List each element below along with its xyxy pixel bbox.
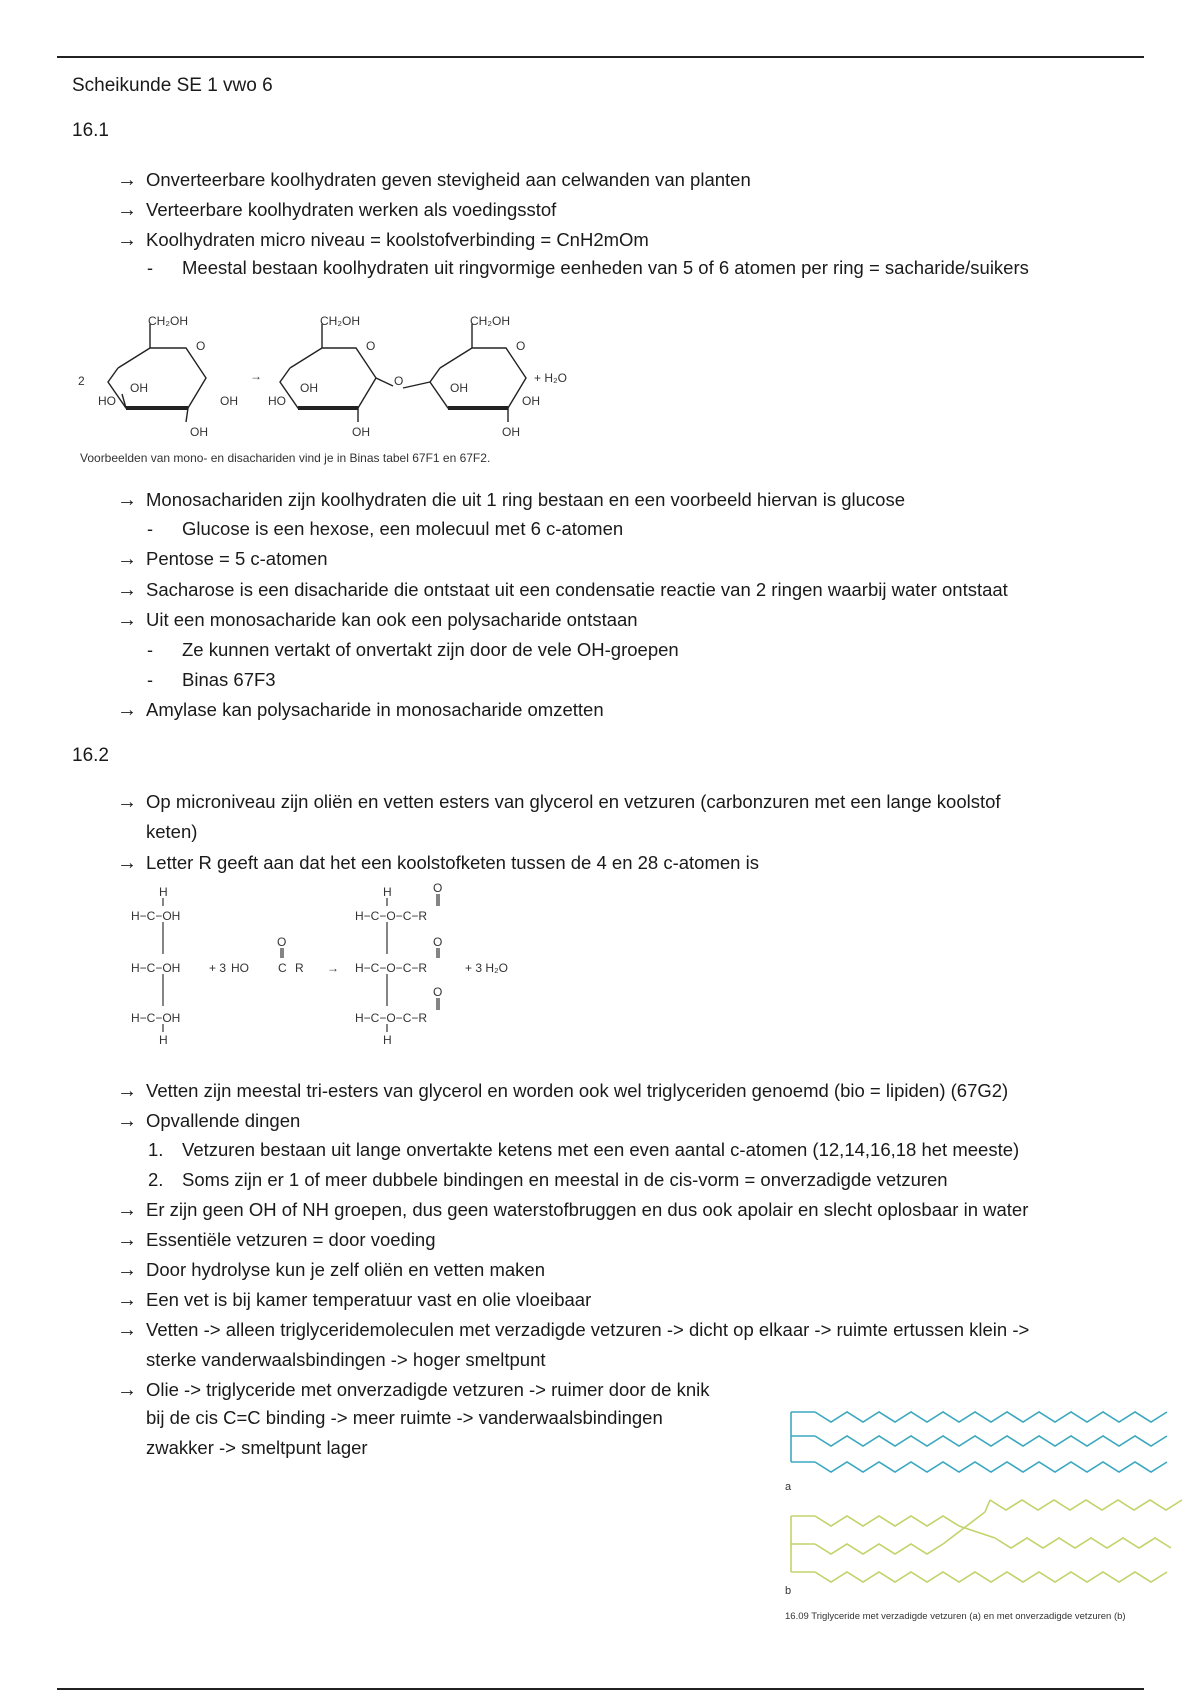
ho-label: HO <box>268 394 286 408</box>
reaction-arrow: → <box>327 961 339 975</box>
bullet-item: Koolhydraten micro niveau = koolstofverbinding = CnH2mOm <box>146 229 649 250</box>
arrow-icon: → <box>117 199 137 221</box>
ho-label: HO <box>231 961 249 975</box>
glycerol-row: H−C−OH <box>131 909 181 923</box>
bullet-item: Monosachariden zijn koolhydraten die uit 1 ring bestaan en een voorbeeld hiervan is glucose <box>146 489 905 510</box>
triglyceride-figure <box>785 1400 1185 1630</box>
reaction-arrow: → <box>250 369 262 383</box>
glycerol-ester-figure <box>125 882 545 1062</box>
arrow-icon: → <box>117 699 137 721</box>
dash-marker: - <box>147 670 153 690</box>
sub-item: Meestal bestaan koolhydraten uit ringvormige eenheden van 5 of 6 atomen per ring = sacharide/suikers <box>182 257 1029 278</box>
oh-label: OH <box>450 381 468 395</box>
saturated-fatty-acid-chain <box>815 1462 1167 1472</box>
bullet-item: Opvallende dingen <box>146 1110 301 1131</box>
glycerol-row: H−C−OH <box>131 1011 181 1025</box>
ch2oh-label: CH₂OH <box>470 314 510 328</box>
bullet-item: Door hydrolyse kun je zelf oliën en vetten maken <box>146 1259 545 1280</box>
arrow-icon: → <box>117 169 137 191</box>
h-label: H <box>383 1033 392 1047</box>
ester-row: H−C−O−C−R <box>355 961 428 975</box>
o-label: O <box>433 935 443 949</box>
bullet-item: Vetten -> alleen triglyceridemoleculen met verzadigde vetzuren -> dicht op elkaar -> ruimte ertussen klein -> <box>146 1319 1030 1340</box>
section-heading-16-1: 16.1 <box>72 120 109 141</box>
arrow-icon: → <box>117 1289 137 1311</box>
ester-row: H−C−O−C−R <box>355 1011 428 1025</box>
bullet-item: Vetten zijn meestal tri-esters van glycerol en worden ook wel triglyceriden genoemd (bio = lipiden) (67G2) <box>146 1080 1009 1101</box>
arrow-icon: → <box>117 852 137 874</box>
arrow-icon: → <box>117 609 137 631</box>
arrow-icon: → <box>117 1379 137 1401</box>
oh-label: OH <box>300 381 318 395</box>
dash-marker: - <box>147 640 153 660</box>
arrow-icon: → <box>117 1229 137 1251</box>
o-label: O <box>433 882 443 895</box>
ch2oh-label: CH₂OH <box>320 314 360 328</box>
top-rule <box>57 56 1144 58</box>
saturated-fatty-acid-chain <box>815 1436 1167 1446</box>
arrow-icon: → <box>117 489 137 511</box>
bullet-item: Essentiële vetzuren = door voeding <box>146 1229 436 1250</box>
arrow-icon: → <box>117 791 137 813</box>
bullet-item-continuation: bij de cis C=C binding -> meer ruimte -> vanderwaalsbindingen <box>146 1407 663 1428</box>
oh-label: OH <box>522 394 540 408</box>
bullet-item: Op microniveau zijn oliën en vetten esters van glycerol en vetzuren (carbonzuren met een lange koolstof <box>146 791 1001 812</box>
h-label: H <box>159 885 168 899</box>
oh-label: OH <box>190 425 208 439</box>
r-label: R <box>295 961 304 975</box>
bullet-item-continuation: keten) <box>146 821 198 842</box>
o-label: O <box>394 374 404 388</box>
ester-row: H−C−O−C−R <box>355 909 428 923</box>
arrow-icon: → <box>117 548 137 570</box>
arrow-icon: → <box>117 1319 137 1341</box>
o-label: O <box>366 339 376 353</box>
bottom-rule <box>57 1688 1144 1690</box>
o-label: O <box>196 339 206 353</box>
bullet-item: Een vet is bij kamer temperatuur vast en olie vloeibaar <box>146 1289 592 1310</box>
list-number: 2. <box>148 1169 164 1190</box>
bullet-item: Onverteerbare koolhydraten geven stevigheid aan celwanden van planten <box>146 169 751 190</box>
list-number: 1. <box>148 1139 164 1160</box>
coefficient-label: + 3 <box>209 961 227 975</box>
water-label: + H₂O <box>534 371 567 385</box>
c-label: C <box>278 961 287 975</box>
unsaturated-fatty-acid-chain <box>815 1516 959 1526</box>
unsaturated-fatty-acid-chain <box>815 1544 943 1554</box>
saturated-fatty-acid-chain <box>815 1412 1167 1422</box>
document-title: Scheikunde SE 1 vwo 6 <box>72 75 273 96</box>
o-label: O <box>277 935 287 949</box>
o-label: O <box>433 985 443 999</box>
sub-item: Ze kunnen vertakt of onvertakt zijn door de vele OH-groepen <box>182 639 679 660</box>
o-label: O <box>516 339 526 353</box>
sub-item: Binas 67F3 <box>182 669 276 690</box>
unsaturated-fatty-acid-chain <box>990 1500 1182 1510</box>
arrow-icon: → <box>117 1259 137 1281</box>
sugar-condensation-figure <box>78 300 618 470</box>
section-heading-16-2: 16.2 <box>72 745 109 766</box>
dash-marker: - <box>147 519 153 539</box>
cis-kink <box>985 1500 990 1512</box>
arrow-icon: → <box>117 1199 137 1221</box>
bullet-item: Letter R geeft aan dat het een koolstofketen tussen de 4 en 28 c-atomen is <box>146 852 759 873</box>
bullet-item-continuation: sterke vanderwaalsbindingen -> hoger smeltpunt <box>146 1349 546 1370</box>
bullet-item: Pentose = 5 c-atomen <box>146 548 328 569</box>
oh-label: OH <box>220 394 238 408</box>
arrow-icon: → <box>117 1110 137 1132</box>
bullet-item: Olie -> triglyceride met onverzadigde vetzuren -> ruimer door de knik <box>146 1379 710 1400</box>
arrow-icon: → <box>117 229 137 251</box>
figure-label-a: a <box>785 1481 792 1493</box>
bullet-item: Verteerbare koolhydraten werken als voedingsstof <box>146 199 557 220</box>
bullet-item: Amylase kan polysacharide in monosacharide omzetten <box>146 699 604 720</box>
ch2oh-label: CH₂OH <box>148 314 188 328</box>
dash-marker: - <box>147 258 153 278</box>
bullet-item: Sacharose is een disacharide die ontstaat uit een condensatie reactie van 2 ringen waarbij water ontstaat <box>146 579 1008 600</box>
ho-label: HO <box>98 394 116 408</box>
glycerol-row: H−C−OH <box>131 961 181 975</box>
cis-kink <box>959 1526 995 1538</box>
bullet-item: Uit een monosacharide kan ook een polysacharide ontstaan <box>146 609 638 630</box>
fatty-acid-chain <box>815 1572 1167 1582</box>
oh-label: OH <box>130 381 148 395</box>
arrow-icon: → <box>117 579 137 601</box>
oh-label: OH <box>502 425 520 439</box>
bullet-item-continuation: zwakker -> smeltpunt lager <box>146 1437 368 1458</box>
arrow-icon: → <box>117 1080 137 1102</box>
figure-label-b: b <box>785 1585 792 1597</box>
bullet-item: Er zijn geen OH of NH groepen, dus geen waterstofbruggen en dus ook apolair en slecht oplosbaar in water <box>146 1199 1029 1220</box>
numbered-item: Vetzuren bestaan uit lange onvertakte ketens met een even aantal c-atomen (12,14,16,18 het meeste) <box>182 1139 1020 1160</box>
figure-caption: Voorbeelden van mono- en disachariden vind je in Binas tabel 67F1 en 67F2. <box>80 451 491 465</box>
numbered-item: Soms zijn er 1 of meer dubbele bindingen en meestal in de cis-vorm = onverzadigde vetzuren <box>182 1169 948 1190</box>
coefficient-label: 2 <box>78 374 85 388</box>
h-label: H <box>383 885 392 899</box>
figure-caption: 16.09 Triglyceride met verzadigde vetzuren (a) en met onverzadigde vetzuren (b) <box>785 1611 1126 1622</box>
h-label: H <box>159 1033 168 1047</box>
unsaturated-fatty-acid-chain <box>995 1538 1171 1548</box>
water-label: + 3 H₂O <box>465 961 509 975</box>
sub-item: Glucose is een hexose, een molecuul met 6 c-atomen <box>182 518 624 539</box>
oh-label: OH <box>352 425 370 439</box>
